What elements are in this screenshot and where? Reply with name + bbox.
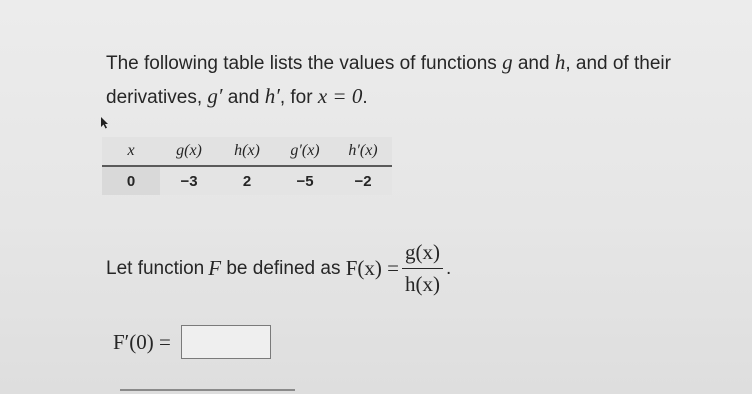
symbol-h: h bbox=[554, 50, 566, 74]
values-table bbox=[102, 137, 392, 195]
table-cell: −5 bbox=[276, 166, 334, 195]
question-text bbox=[106, 46, 746, 114]
table-header-cell: h(x) bbox=[218, 137, 276, 166]
table-header-cell: x bbox=[102, 137, 160, 166]
answer-input[interactable] bbox=[181, 325, 271, 359]
table-cell: −3 bbox=[160, 166, 218, 195]
table-row bbox=[102, 166, 392, 195]
symbol-g-prime: g′ bbox=[207, 84, 223, 108]
table-header-cell: g′(x) bbox=[276, 137, 334, 166]
symbol-F: F bbox=[208, 256, 222, 280]
symbol-g: g bbox=[502, 50, 513, 74]
answer-row bbox=[113, 325, 271, 359]
definition-lhs: F(x) = bbox=[345, 256, 399, 280]
answer-label: F′(0) = bbox=[113, 329, 171, 354]
mouse-pointer-icon bbox=[100, 116, 109, 132]
function-definition bbox=[106, 240, 451, 297]
definition-period: . bbox=[446, 257, 452, 279]
question-text-part: derivatives, bbox=[106, 87, 208, 108]
fraction-denominator: h(x) bbox=[405, 272, 440, 296]
definition-text-part: Let function bbox=[106, 257, 205, 279]
definition-text-part: be defined as bbox=[221, 257, 346, 279]
fraction-numerator: g(x) bbox=[402, 240, 443, 269]
divider bbox=[120, 389, 295, 391]
table-header-row bbox=[102, 137, 392, 166]
condition-x-equals-0: x = 0 bbox=[317, 84, 363, 108]
question-line-1 bbox=[106, 46, 746, 80]
question-text-part: . bbox=[362, 87, 368, 108]
question-text-part: , for bbox=[279, 87, 318, 108]
table-cell: −2 bbox=[334, 166, 392, 195]
table-cell: 2 bbox=[218, 166, 276, 195]
question-line-2 bbox=[106, 80, 746, 114]
table-cell: 0 bbox=[102, 166, 160, 195]
table-header-cell: g(x) bbox=[160, 137, 218, 166]
question-text-part: , and of their bbox=[565, 53, 671, 74]
question-text-part: and bbox=[512, 53, 555, 74]
question-text-part: and bbox=[222, 87, 265, 108]
question-text-part: The following table lists the values of functions bbox=[106, 53, 503, 74]
symbol-h-prime: h′ bbox=[264, 84, 280, 108]
quotient-fraction bbox=[402, 240, 443, 297]
table-header-cell: h′(x) bbox=[334, 137, 392, 166]
